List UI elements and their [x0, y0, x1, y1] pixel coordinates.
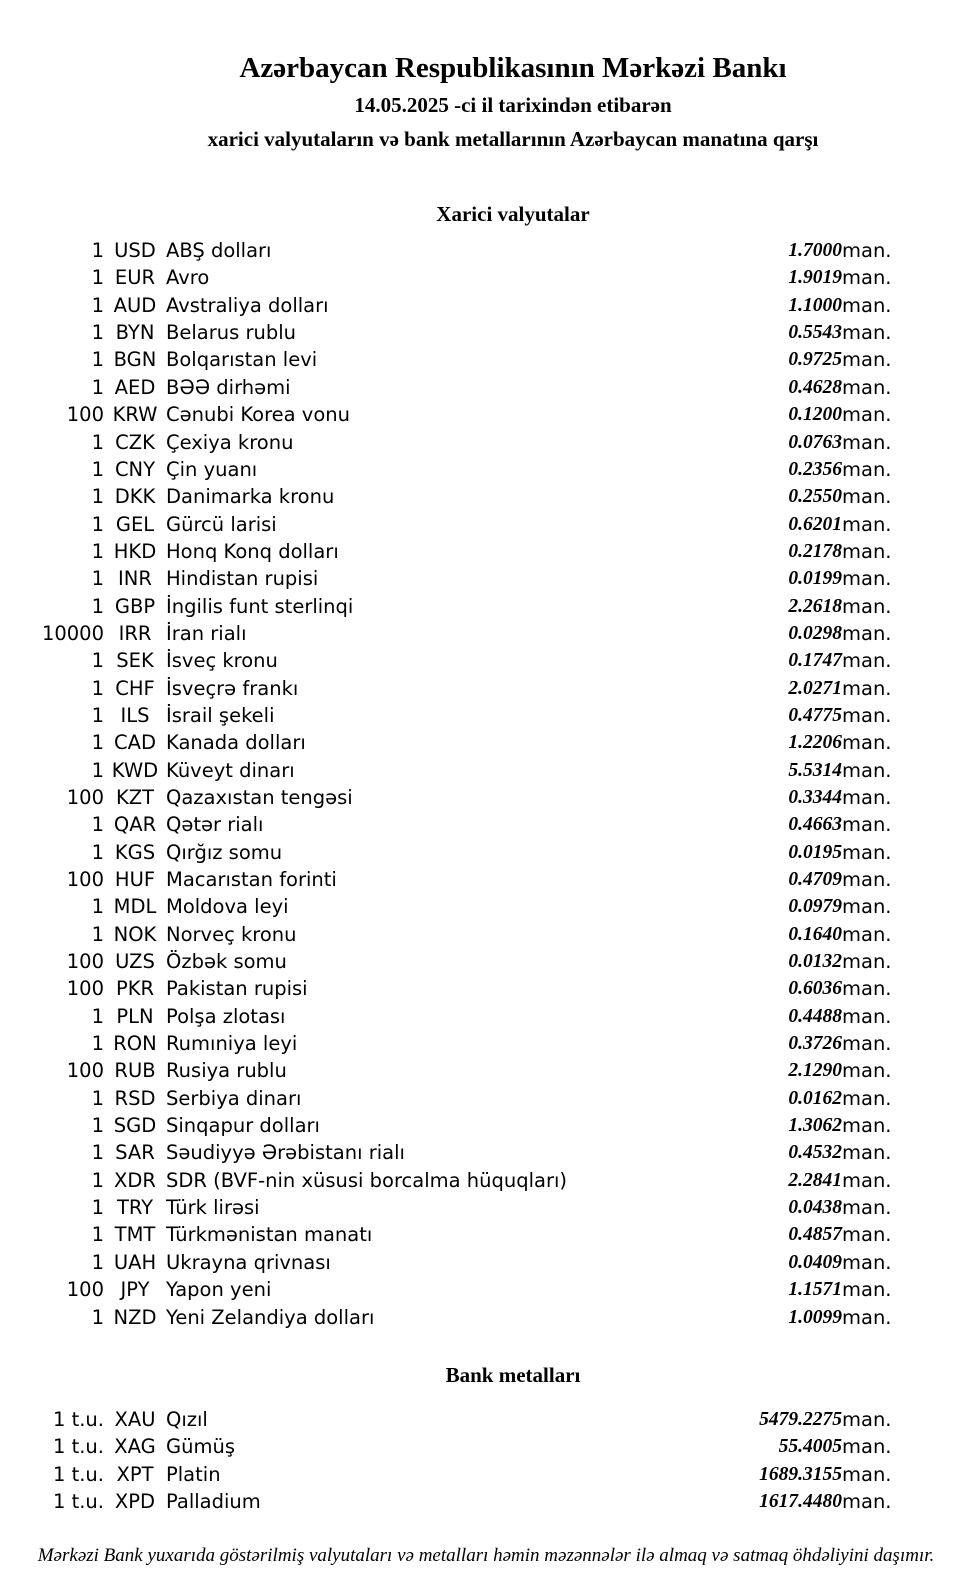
currency-code-cell: TMT: [114, 1223, 156, 1247]
currency-name-cell: Polşa zlotası: [166, 1004, 286, 1028]
unit-cell: man.: [842, 348, 892, 372]
quantity-cell: 1: [91, 567, 104, 591]
currency-row: [0, 593, 972, 620]
unit-cell: man.: [842, 621, 892, 645]
footer-note: Mərkəzi Bank yuxarıda göstərilmiş valyutaları və metalları həmin məzənnələr ilə almaq və satmaq öhdəliyini daşımır.: [37, 1545, 935, 1567]
metal-code-cell: XAU: [114, 1407, 156, 1431]
currency-row: [0, 1085, 972, 1112]
quantity-cell: 1: [91, 1196, 104, 1220]
currency-code-cell: KGS: [114, 840, 156, 864]
currency-row: [0, 319, 972, 346]
rate-cell: 2.0271: [788, 677, 842, 699]
rate-cell: 1.3062: [788, 1115, 842, 1137]
rate-cell: 0.0162: [788, 1087, 842, 1109]
currency-row: [0, 675, 972, 702]
currency-name-cell: ABŞ dolları: [166, 239, 272, 263]
unit-cell: man.: [842, 703, 892, 727]
currency-row: [0, 401, 972, 428]
currency-row: [0, 538, 972, 565]
currency-row: [0, 1222, 972, 1249]
rate-cell: 1.9019: [788, 267, 842, 289]
currency-code-cell: RON: [113, 1032, 157, 1056]
scope-line: xarici valyutaların və bank metallarının Azərbaycan manatına qarşı: [207, 126, 819, 151]
unit-cell: man.: [842, 1462, 892, 1486]
currency-name-cell: Kanada dolları: [166, 731, 306, 755]
rate-cell: 5.5314: [788, 759, 842, 781]
rate-cell: 0.0763: [788, 431, 842, 453]
quantity-cell: 1: [91, 813, 104, 837]
unit-cell: man.: [842, 1223, 892, 1247]
quantity-cell: 10000: [41, 621, 104, 645]
currency-row: [0, 893, 972, 920]
currency-code-cell: IRR: [118, 621, 152, 645]
currency-name-cell: Serbiya dinarı: [166, 1086, 302, 1110]
currency-row: [0, 647, 972, 674]
quantity-cell: 1: [91, 266, 104, 290]
quantity-cell: 100: [66, 785, 104, 809]
currency-row: [0, 1167, 972, 1194]
rate-cell: 0.2356: [788, 458, 842, 480]
rate-cell: 5479.2275: [759, 1408, 842, 1430]
quantity-cell: 1: [91, 703, 104, 727]
currency-name-cell: Çin yuanı: [166, 457, 258, 481]
metal-code-cell: XPD: [114, 1489, 156, 1513]
rate-cell: 2.2841: [788, 1169, 842, 1191]
metals-section-title: Bank metalları: [445, 1362, 581, 1387]
unit-cell: man.: [842, 758, 892, 782]
currency-code-cell: AUD: [113, 293, 157, 317]
currency-code-cell: RUB: [114, 1059, 156, 1083]
rate-cell: 0.4532: [788, 1142, 842, 1164]
currencies-section-title: Xarici valyutalar: [436, 202, 590, 227]
currency-name-cell: Macarıstan forinti: [166, 868, 337, 891]
unit-cell: man.: [842, 594, 892, 618]
quantity-cell: 1: [91, 731, 104, 755]
currency-code-cell: UAH: [113, 1250, 157, 1274]
currency-row: [0, 1194, 972, 1221]
rate-cell: 0.0132: [788, 951, 842, 973]
currency-name-cell: İngilis funt sterlinqi: [166, 594, 354, 618]
rate-cell: 0.0195: [788, 841, 842, 863]
quantity-cell: 1: [91, 895, 104, 919]
metal-row: [0, 1433, 972, 1460]
currency-row: [0, 511, 972, 538]
currency-row: [0, 1140, 972, 1167]
metal-row: [0, 1488, 972, 1515]
unit-cell: man.: [842, 1114, 892, 1138]
currency-row: [0, 729, 972, 756]
currency-code-cell: PLN: [116, 1004, 154, 1028]
currency-code-cell: HUF: [114, 868, 156, 891]
rate-cell: 0.2178: [788, 540, 842, 562]
currency-code-cell: SAR: [115, 1141, 155, 1165]
currency-code-cell: RSD: [114, 1086, 156, 1110]
rate-cell: 0.1747: [788, 650, 842, 672]
quantity-cell: 1: [91, 430, 104, 454]
metal-name-cell: Palladium: [166, 1489, 261, 1513]
quantity-cell: 1: [91, 1004, 104, 1028]
rate-cell: 0.0438: [788, 1197, 842, 1219]
unit-cell: man.: [842, 1086, 892, 1110]
currency-code-cell: BYN: [115, 321, 155, 345]
currency-name-cell: Qazaxıstan tengəsi: [166, 785, 353, 809]
currency-code-cell: JPY: [120, 1278, 150, 1302]
rate-cell: 0.3726: [788, 1033, 842, 1055]
currency-code-cell: PKR: [115, 977, 155, 1001]
currency-name-cell: Bolqarıstan levi: [166, 348, 318, 372]
quantity-cell: 100: [66, 977, 104, 1001]
currency-name-cell: Türk lirəsi: [166, 1196, 260, 1220]
currency-row: [0, 374, 972, 401]
currency-row: [0, 1112, 972, 1139]
currency-row: [0, 456, 972, 483]
quantity-cell: 1: [91, 594, 104, 618]
rate-cell: 0.4488: [788, 1005, 842, 1027]
quantity-cell: 1: [91, 539, 104, 563]
quantity-cell: 1: [91, 1223, 104, 1247]
rate-cell: 0.0409: [788, 1251, 842, 1273]
rate-cell: 2.2618: [788, 595, 842, 617]
currency-name-cell: Türkmənistan manatı: [166, 1223, 373, 1247]
metal-name-cell: Qızıl: [166, 1407, 208, 1431]
quantity-cell: 1: [91, 1114, 104, 1138]
rate-cell: 1.2206: [788, 732, 842, 754]
unit-cell: man.: [842, 1032, 892, 1056]
currency-row: [0, 811, 972, 838]
unit-cell: man.: [842, 1278, 892, 1302]
currency-name-cell: Yapon yeni: [166, 1278, 272, 1302]
quantity-cell: 1 t.u.: [52, 1489, 104, 1513]
currency-name-cell: İsveçrə frankı: [166, 676, 299, 700]
rate-cell: 0.0199: [788, 568, 842, 590]
unit-cell: man.: [842, 813, 892, 837]
unit-cell: man.: [842, 1250, 892, 1274]
currency-row: [0, 265, 972, 292]
currency-name-cell: Avstraliya dolları: [166, 293, 329, 317]
unit-cell: man.: [842, 567, 892, 591]
currency-name-cell: Norveç kronu: [166, 922, 297, 946]
metal-name-cell: Platin: [166, 1462, 221, 1486]
rate-cell: 0.0298: [788, 622, 842, 644]
effective-date: 14.05.2025 -ci il tarixindən etibarən: [354, 92, 672, 117]
unit-cell: man.: [842, 1168, 892, 1192]
unit-cell: man.: [842, 375, 892, 399]
currency-row: [0, 1249, 972, 1276]
quantity-cell: 1: [91, 758, 104, 782]
metal-name-cell: Gümüş: [166, 1435, 235, 1459]
quantity-cell: 1 t.u.: [52, 1407, 104, 1431]
currency-name-cell: Sinqapur dolları: [166, 1114, 320, 1138]
page-title: Azərbaycan Respublikasının Mərkəzi Bankı: [239, 52, 787, 84]
currency-name-cell: Səudiyyə Ərəbistanı rialı: [166, 1141, 405, 1165]
currency-code-cell: NOK: [113, 922, 157, 946]
unit-cell: man.: [842, 950, 892, 974]
unit-cell: man.: [842, 1489, 892, 1513]
currency-row: [0, 1003, 972, 1030]
quantity-cell: 1: [91, 293, 104, 317]
rate-cell: 1.0099: [788, 1306, 842, 1328]
unit-cell: man.: [842, 1407, 892, 1431]
currency-row: [0, 429, 972, 456]
quantity-cell: 1: [91, 1086, 104, 1110]
unit-cell: man.: [842, 922, 892, 946]
currency-code-cell: KRW: [112, 403, 158, 427]
currency-code-cell: MDL: [113, 895, 157, 919]
unit-cell: man.: [842, 731, 892, 755]
rate-cell: 0.6036: [788, 978, 842, 1000]
rate-cell: 0.4663: [788, 814, 842, 836]
rate-cell: 0.1640: [788, 923, 842, 945]
currency-code-cell: AED: [114, 375, 156, 399]
quantity-cell: 1 t.u.: [52, 1435, 104, 1459]
rate-cell: 0.2550: [788, 486, 842, 508]
quantity-cell: 1: [91, 1250, 104, 1274]
rate-cell: 2.1290: [788, 1060, 842, 1082]
currency-name-cell: Rusiya rublu: [166, 1059, 287, 1083]
currency-code-cell: USD: [114, 239, 156, 263]
currency-name-cell: İran rialı: [166, 621, 247, 645]
quantity-cell: 100: [66, 1059, 104, 1083]
currency-name-cell: SDR (BVF-nin xüsusi borcalma hüquqları): [166, 1168, 568, 1192]
currency-code-cell: NZD: [113, 1305, 157, 1329]
unit-cell: man.: [842, 239, 892, 263]
quantity-cell: 1: [91, 348, 104, 372]
currencies-table: [0, 237, 972, 1331]
quantity-cell: 1: [91, 676, 104, 700]
rate-cell: 1617.4480: [759, 1490, 842, 1512]
metal-row: [0, 1406, 972, 1433]
currency-name-cell: Rumıniya leyi: [166, 1032, 298, 1056]
currency-name-cell: BƏƏ dirhəmi: [166, 375, 291, 399]
currency-code-cell: UZS: [115, 950, 155, 974]
quantity-cell: 100: [66, 1278, 104, 1302]
currency-code-cell: CZK: [115, 430, 155, 454]
metal-row: [0, 1461, 972, 1488]
currency-name-cell: Danimarka kronu: [166, 485, 335, 509]
rate-cell: 0.6201: [788, 513, 842, 535]
currency-name-cell: Çexiya kronu: [166, 430, 294, 454]
currency-code-cell: CNY: [114, 457, 156, 481]
quantity-cell: 1: [91, 321, 104, 345]
quantity-cell: 100: [66, 950, 104, 974]
unit-cell: man.: [842, 430, 892, 454]
currency-code-cell: ILS: [120, 703, 150, 727]
currency-name-cell: Cənubi Korea vonu: [166, 403, 350, 427]
currency-code-cell: GEL: [115, 512, 155, 536]
quantity-cell: 1: [91, 512, 104, 536]
quantity-cell: 1: [91, 485, 104, 509]
currency-row: [0, 292, 972, 319]
quantity-cell: 100: [66, 403, 104, 427]
rate-cell: 0.4628: [788, 376, 842, 398]
unit-cell: man.: [842, 1004, 892, 1028]
currency-name-cell: Yeni Zelandiya dolları: [166, 1305, 375, 1329]
currency-name-cell: Moldova leyi: [166, 895, 289, 919]
currency-name-cell: Hindistan rupisi: [166, 567, 319, 591]
currency-name-cell: Qətər rialı: [166, 813, 264, 837]
currency-row: [0, 1304, 972, 1331]
rate-cell: 1.1571: [788, 1279, 842, 1301]
currency-code-cell: DKK: [114, 485, 156, 509]
rate-cell: 0.1200: [788, 404, 842, 426]
currency-row: [0, 237, 972, 264]
unit-cell: man.: [842, 403, 892, 427]
currency-code-cell: BGN: [113, 348, 157, 372]
unit-cell: man.: [842, 1435, 892, 1459]
unit-cell: man.: [842, 1305, 892, 1329]
unit-cell: man.: [842, 539, 892, 563]
currency-code-cell: TRY: [116, 1196, 154, 1220]
unit-cell: man.: [842, 649, 892, 673]
currency-row: [0, 784, 972, 811]
quantity-cell: 1: [91, 1032, 104, 1056]
currency-code-cell: CAD: [114, 731, 156, 755]
unit-cell: man.: [842, 266, 892, 290]
currency-row: [0, 347, 972, 374]
rate-cell: 55.4005: [778, 1436, 842, 1458]
currency-row: [0, 866, 972, 893]
rate-cell: 0.5543: [788, 322, 842, 344]
unit-cell: man.: [842, 1141, 892, 1165]
quantity-cell: 100: [66, 868, 104, 891]
rate-cell: 1.1000: [788, 294, 842, 316]
currency-code-cell: SGD: [113, 1114, 157, 1138]
unit-cell: man.: [842, 785, 892, 809]
quantity-cell: 1: [91, 840, 104, 864]
quantity-cell: 1: [91, 649, 104, 673]
currency-name-cell: Gürcü larisi: [166, 512, 277, 536]
currency-code-cell: SEK: [116, 649, 154, 673]
unit-cell: man.: [842, 840, 892, 864]
currency-row: [0, 1276, 972, 1303]
quantity-cell: 1: [91, 1305, 104, 1329]
currency-row: [0, 702, 972, 729]
rate-cell: 0.4857: [788, 1224, 842, 1246]
currency-name-cell: Özbək somu: [166, 950, 287, 974]
currency-name-cell: Qırğız somu: [166, 840, 283, 864]
currency-code-cell: KZT: [115, 785, 155, 809]
currency-row: [0, 620, 972, 647]
currency-name-cell: Belarus rublu: [166, 321, 297, 345]
quantity-cell: 1: [91, 375, 104, 399]
quantity-cell: 1 t.u.: [52, 1462, 104, 1486]
quantity-cell: 1: [91, 922, 104, 946]
quantity-cell: 1: [91, 1141, 104, 1165]
metal-code-cell: XAG: [114, 1435, 156, 1459]
currency-row: [0, 839, 972, 866]
currency-name-cell: Avro: [166, 266, 210, 290]
currency-code-cell: XDR: [114, 1168, 156, 1192]
unit-cell: man.: [842, 868, 892, 891]
currency-row: [0, 921, 972, 948]
quantity-cell: 1: [91, 1168, 104, 1192]
metal-code-cell: XPT: [116, 1462, 154, 1486]
unit-cell: man.: [842, 895, 892, 919]
rate-cell: 1.7000: [788, 240, 842, 262]
currency-code-cell: EUR: [114, 266, 156, 290]
currency-code-cell: KWD: [111, 758, 159, 782]
unit-cell: man.: [842, 512, 892, 536]
unit-cell: man.: [842, 977, 892, 1001]
unit-cell: man.: [842, 485, 892, 509]
rate-cell: 0.9725: [788, 349, 842, 371]
currency-name-cell: Pakistan rupisi: [166, 977, 308, 1001]
currency-code-cell: GBP: [114, 594, 156, 618]
currency-row: [0, 948, 972, 975]
currency-name-cell: Ukrayna qrivnası: [166, 1250, 331, 1274]
rate-cell: 1689.3155: [759, 1463, 842, 1485]
rate-cell: 0.4775: [788, 704, 842, 726]
currency-name-cell: İsrail şekeli: [166, 703, 275, 727]
rate-cell: 0.0979: [788, 896, 842, 918]
rate-cell: 0.3344: [788, 786, 842, 808]
currency-row: [0, 975, 972, 1002]
currency-name-cell: İsveç kronu: [166, 649, 278, 673]
currency-code-cell: HKD: [113, 539, 157, 563]
currency-code-cell: INR: [118, 567, 152, 591]
unit-cell: man.: [842, 293, 892, 317]
unit-cell: man.: [842, 676, 892, 700]
unit-cell: man.: [842, 1059, 892, 1083]
currency-row: [0, 1030, 972, 1057]
currency-code-cell: QAR: [113, 813, 157, 837]
quantity-cell: 1: [91, 457, 104, 481]
unit-cell: man.: [842, 1196, 892, 1220]
currency-name-cell: Honq Konq dolları: [166, 539, 339, 563]
unit-cell: man.: [842, 321, 892, 345]
currency-row: [0, 483, 972, 510]
currency-name-cell: Küveyt dinarı: [166, 758, 295, 782]
metals-table: [0, 1406, 972, 1515]
unit-cell: man.: [842, 457, 892, 481]
currency-row: [0, 1057, 972, 1084]
currency-code-cell: CHF: [115, 676, 155, 700]
currency-row: [0, 565, 972, 592]
currency-row: [0, 757, 972, 784]
quantity-cell: 1: [91, 239, 104, 263]
rate-cell: 0.4709: [788, 869, 842, 890]
